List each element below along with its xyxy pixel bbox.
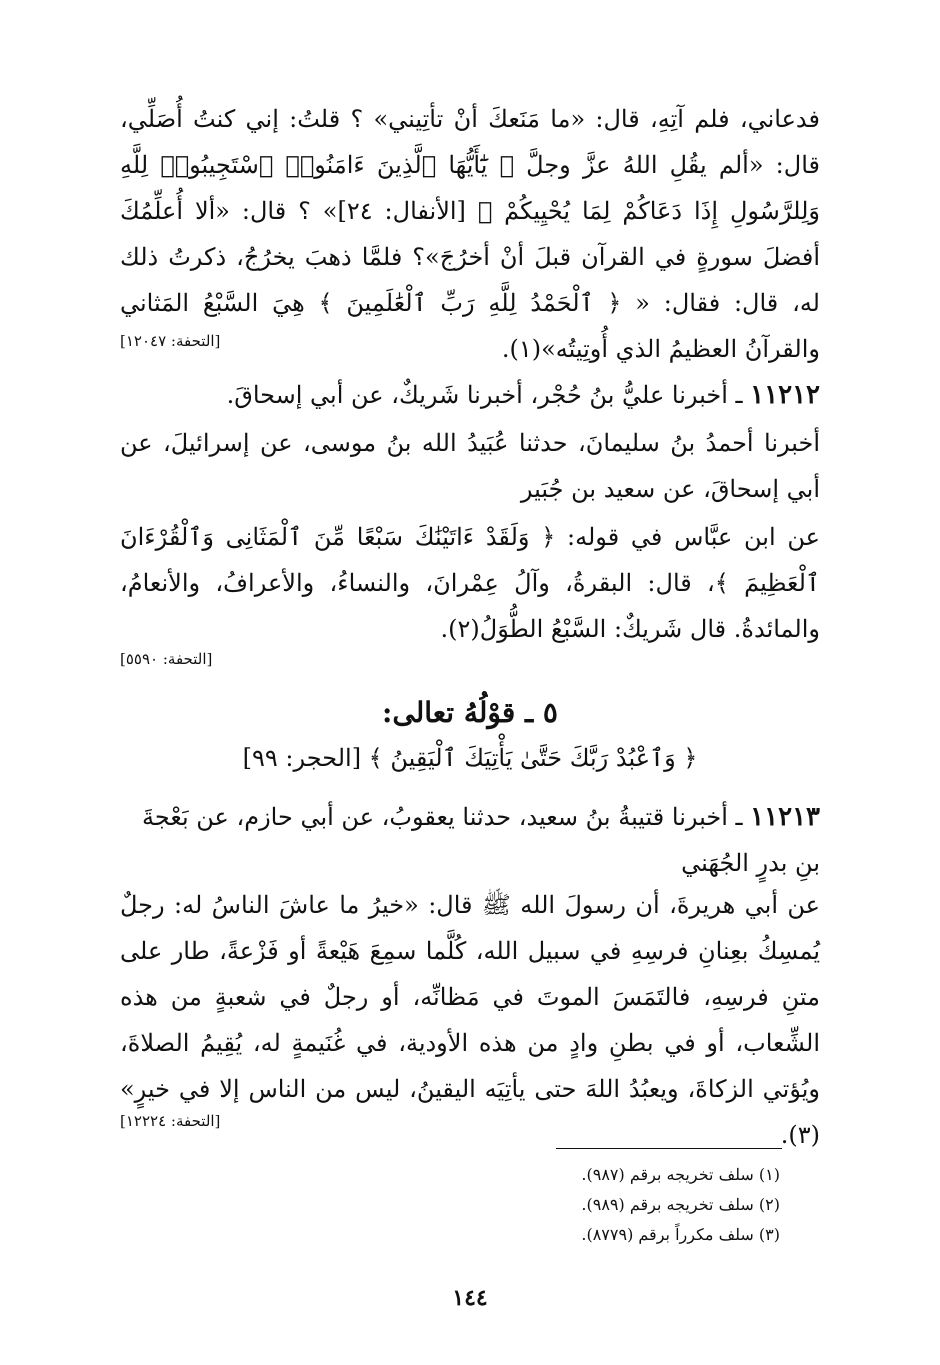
hadith-text-paragraph: عن أبي هريرةَ، أن رسولَ الله ﷺ قال: «خيرُ ما عاشَ الناسُ له: رجلٌ يُمسِكُ بعِنانِ فرسِهِ في سبيل الله، كُلَّما سمِعَ هَيْعةً أو فَزْعةً، طار على متنِ فرسِهِ، فالتَمَسَ الموتَ في مَظانِّه، أو رجلٌ في شعبةٍ من هذه الشِّعاب، أو في بطنِ وادٍ من هذه الأودية، في غُنَيمةٍ له، يُقِيمُ الصلاةَ، ويُؤتي الزكاةَ، ويعبُدُ اللهَ حتى يأتِيَه اليقينُ، ليس من الناس إلا في خيرٍ» (٣). bbox=[120, 891, 820, 1149]
hadith-text-paragraph: فدعاني، فلم آتِهِ، قال: «ما مَنَعكَ أنْ تأتِيني» ؟ قلتُ: إني كنتُ أُصَلِّي، قال: «ألم يقُلِ اللهُ عزَّ وجلَّ ﴿ يَٰٓأَيُّهَا ٱلَّذِينَ ءَامَنُوا۟ ٱسْتَجِيبُوا۟ لِلَّهِ وَلِلرَّسُولِ إِذَا دَعَاكُمْ لِمَا يُحْيِيكُمْ ﴾ [الأنفال: ٢٤]» ؟ قال: «ألا أُعلِّمُكَ أفضلَ سورةٍ في القرآن قبلَ أنْ أخرُجَ»؟ فلمَّا ذهبَ يخرُجُ، ذكرتُ ذلك له، قال: فقال: « ﴿ ٱلْحَمْدُ لِلَّهِ رَبِّ ٱلْعَٰلَمِينَ ﴾ هِيَ السَّبْعُ المَثاني والقرآنُ العظيمُ الذي أُوتِيتُه»(١). bbox=[120, 105, 820, 363]
isnad-paragraph: أخبرنا أحمدُ بنُ سليمانَ، حدثنا عُبَيدُ الله بنُ موسى، عن إسرائيلَ، عن أبي إسحاقَ، عن سعيد بن جُبَير bbox=[120, 429, 820, 503]
section-verse: ﴿ وَٱعْبُدْ رَبَّكَ حَتَّىٰ يَأْتِيَكَ ٱلْيَقِينُ ﴾ [الحجر: ٩٩] bbox=[242, 744, 698, 772]
section-title: ٥ ـ قوْلُهُ تعالى: bbox=[382, 696, 558, 729]
footnote-divider bbox=[556, 1148, 782, 1149]
hadith-chain: ـ أخبرنا قتيبةُ بنُ سعيد، حدثنا يعقوبُ، عن أبي حازم، عن بَعْجةَ بنِ بدرٍ الجُهَني bbox=[142, 803, 820, 877]
hadith-chain: ـ أخبرنا عليُّ بنُ حُجْر، أخبرنا شَريكٌ، عن أبي إسحاقَ. bbox=[226, 381, 751, 409]
footnote-item: (١) سلف تخريجه برقم (٩٨٧). bbox=[581, 1165, 780, 1184]
footnote-item: (٣) سلف مكرراً برقم (٨٧٧٩). bbox=[581, 1225, 780, 1244]
hadith-header bbox=[120, 372, 820, 418]
hadith-number: ١١٢١٣ bbox=[750, 802, 820, 832]
footnote-item: (٢) سلف تخريجه برقم (٩٨٩). bbox=[581, 1195, 780, 1214]
page-number: ١٤٤ bbox=[452, 1285, 488, 1311]
footnotes bbox=[581, 1160, 780, 1250]
tuhfa-reference: [التحفة: ١٢٢٢٤] bbox=[120, 1112, 221, 1130]
hadith-header bbox=[120, 794, 820, 886]
tuhfa-reference: [التحفة: ١٢٠٤٧] bbox=[120, 332, 221, 350]
hadith-text-paragraph: عن ابن عبَّاس في قوله: ﴿ وَلَقَدْ ءَاتَيْنَٰكَ سَبْعًا مِّنَ ٱلْمَثَانِى وَٱلْقُرْءَانَ ٱلْعَظِيمَ ﴾، قال: البقرةُ، وآلُ عِمْرانَ، والنساءُ، والأعرافُ، والأنعامُ، والمائدةُ. قال شَريكٌ: السَّبْعُ الطُّوَلُ(٢). bbox=[120, 523, 820, 643]
hadith-number: ١١٢١٢ bbox=[750, 380, 820, 410]
tuhfa-reference: [التحفة: ٥٥٩٠] bbox=[120, 650, 213, 668]
